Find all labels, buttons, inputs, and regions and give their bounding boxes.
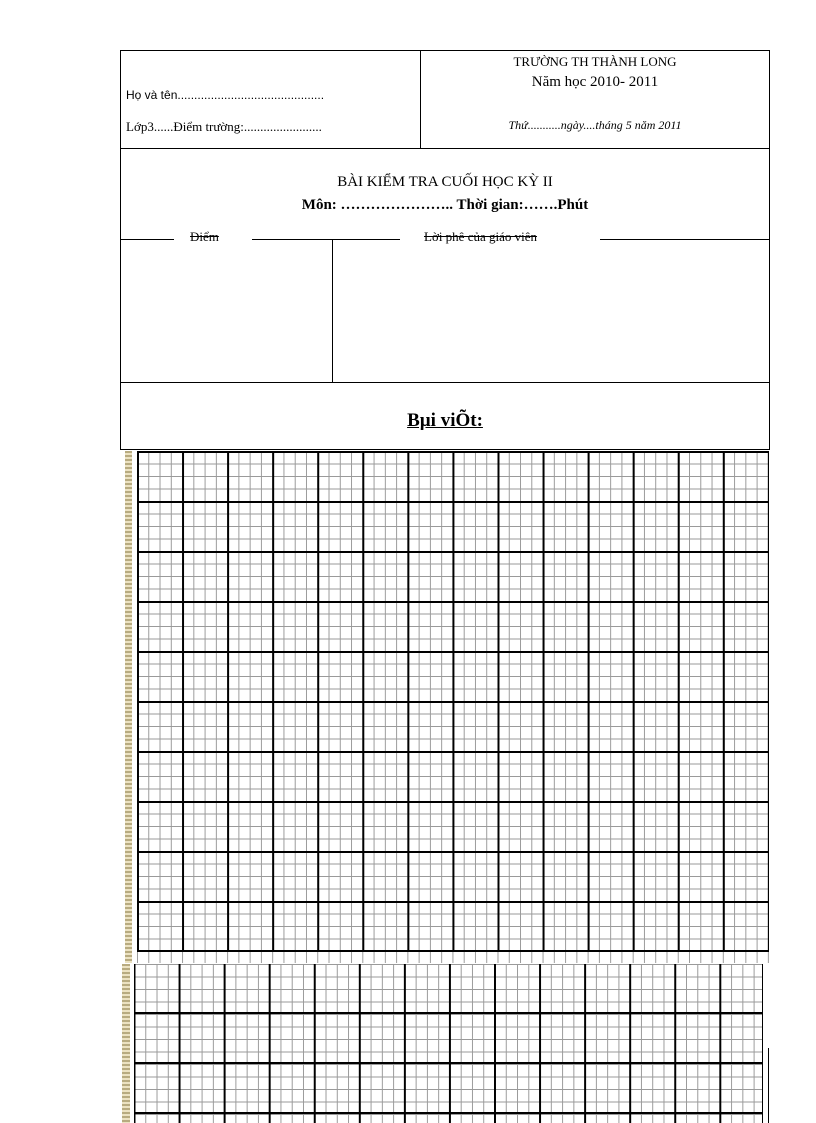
class-school-field[interactable]: Lớp3......Điểm trường:........................ [126, 119, 322, 134]
writing-heading: Bµi viÕt: [407, 410, 483, 431]
writing-grid-bold[interactable] [137, 451, 769, 951]
student-name-field[interactable]: Họ và tên............................................ [126, 88, 325, 102]
subject-time-line[interactable]: Môn: ………………….. Thời gian:…….Phút [301, 197, 589, 213]
grid-bottom-line [137, 950, 769, 952]
score-box[interactable] [120, 240, 333, 383]
school-name: TRƯỜNG TH THÀNH LONG [513, 54, 677, 69]
teacher-comment-box[interactable] [333, 240, 770, 383]
date-line[interactable]: Thứ...........ngày....tháng 5 năm 2011 [508, 118, 682, 132]
grid-margin-strip-lower [122, 964, 130, 1123]
exam-title: BÀI KIỂM TRA CUỐI HỌC KỲ II [337, 174, 553, 190]
score-label: Điểm [190, 229, 219, 244]
comment-bottom-line [120, 382, 770, 383]
grid-margin-strip-upper [125, 451, 132, 963]
writing-grid-bold-lower[interactable] [134, 964, 762, 1123]
school-year: Năm học 2010- 2011 [531, 74, 659, 90]
lower-grid-right-border [762, 964, 763, 1123]
header-divider [120, 148, 770, 149]
teacher-comment-label: Lời phê của giáo viên [424, 229, 538, 244]
lower-grid-right-border-outer [768, 1048, 769, 1123]
